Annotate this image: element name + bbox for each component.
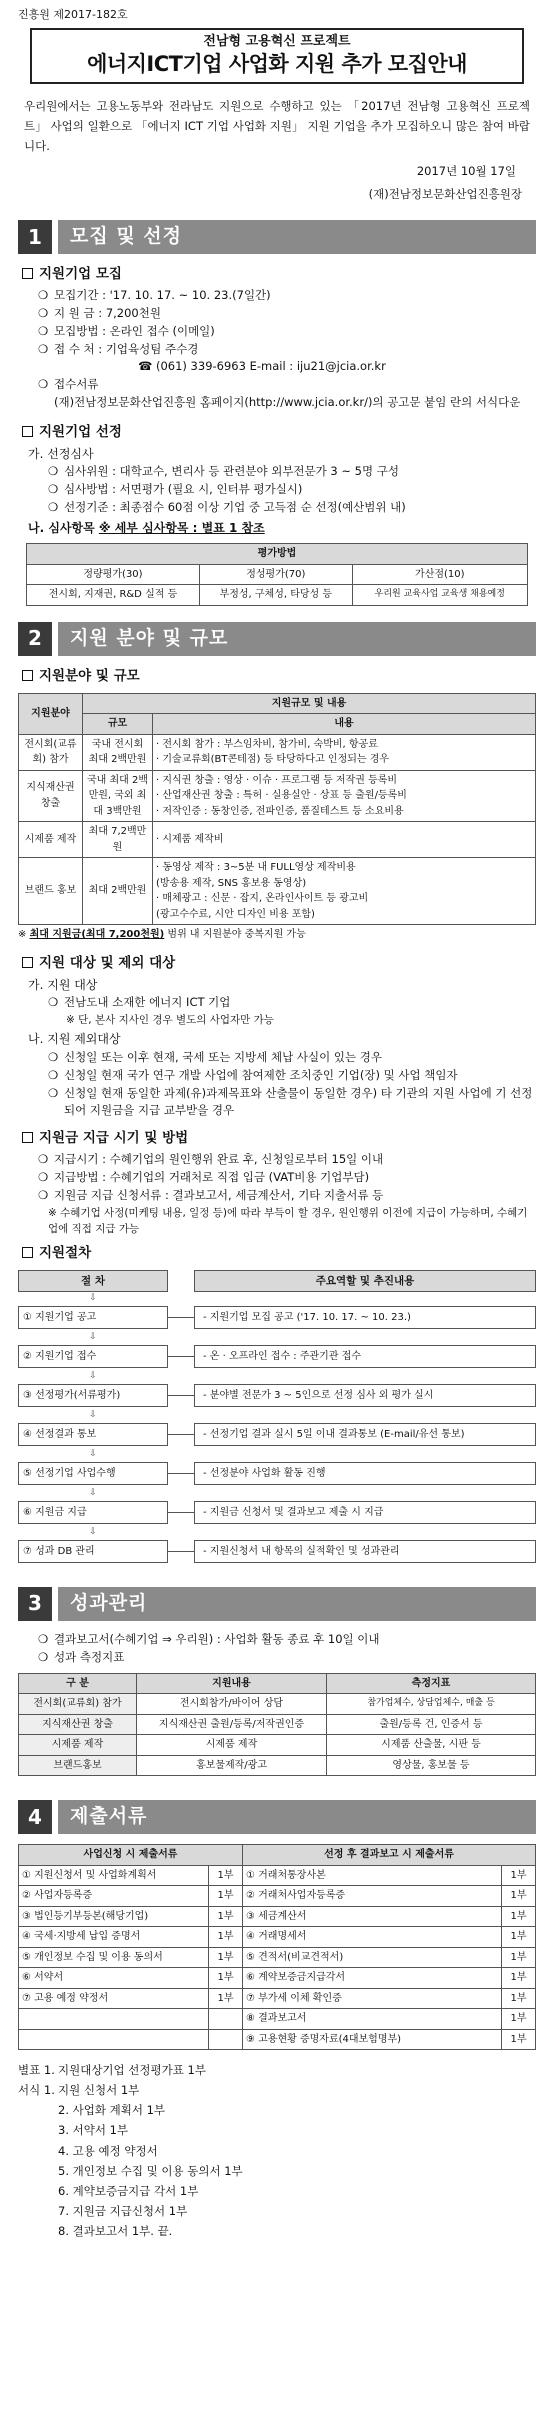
- docs-qty: [209, 2009, 243, 2030]
- target-ga: 가. 지원 대상: [28, 977, 98, 992]
- attach-item: 4. 고용 예정 약정서: [58, 2143, 158, 2158]
- section-number: 3: [18, 1587, 52, 1621]
- eval-table-title: 평가방법: [27, 544, 528, 565]
- field-table-note: ※ 최대 지원금(최대 7,200천원) 범위 내 지원분야 중복지원 가능: [18, 929, 306, 941]
- field-content: · 전시회 참가 : 부스임차비, 참가비, 숙박비, 항공료 · 기술교류회(BT콘테점) 등 타당하다고 인정되는 경우: [153, 734, 536, 770]
- flow-row: [18, 1304, 536, 1331]
- exclude-item: ❍ 신청일 또는 이후 현재, 국세 또는 지방세 체납 사실이 있는 경우: [48, 1049, 382, 1064]
- flow-desc: - 선정분야 사업화 활동 진행: [194, 1462, 536, 1485]
- field-sub-scale: 규모: [83, 714, 153, 735]
- exclude-item: ❍ 신청일 현재 동일한 과제(유)과제목표와 산출물이 동일한 경우) 타 기관의 지원 사업에 기 선정되어 지원금을 지급 교부받을 경우: [48, 1085, 533, 1118]
- eval-table: [26, 543, 528, 606]
- attach-item: 2. 사업화 계획서 1부: [58, 2103, 166, 2118]
- target-item: ❍ 전남도내 소재한 에너지 ICT 기업: [48, 995, 231, 1010]
- eval-col: 정량평가(30): [27, 564, 200, 585]
- select-method: ❍ 심사방법 : 서면평가 (필요 시, 인터뷰 평가실시): [48, 482, 303, 497]
- attach-item: 8. 결과보고서 1부. 끝.: [58, 2224, 173, 2239]
- docs-qty: 1부: [209, 1927, 243, 1948]
- docs-qty: 1부: [209, 1988, 243, 2009]
- flow-step: ⑥ 지원금 지급: [18, 1501, 168, 1524]
- flow-row: [18, 1538, 536, 1565]
- docs-cell: ⑧ 결과보고서: [243, 2009, 502, 2030]
- flow-step: ① 지원기업 공고: [18, 1306, 168, 1329]
- flow-header: [18, 1270, 536, 1292]
- docs-qty: 1부: [502, 1947, 536, 1968]
- flow-row: [18, 1382, 536, 1409]
- checkbox-square-icon: [22, 670, 33, 681]
- exclude-na: 나. 지원 제외대상: [28, 1032, 121, 1047]
- eval-val: 우리원 교육사업 교육생 채용예정: [352, 585, 527, 606]
- recruit-contact: ☎ (061) 339-6963 E-mail : iju21@jcia.or.kr: [138, 359, 386, 374]
- section-number: 2: [18, 622, 52, 656]
- flow-arrow: ⇩: [89, 1409, 97, 1420]
- title-main: 에너지ICT기업 사업화 지원 추가 모집안내: [87, 51, 467, 76]
- metrics-cell: 시제품 제작: [19, 1735, 137, 1756]
- target-note: ※ 단, 본사 지사인 경우 별도의 사업자만 가능: [66, 1014, 274, 1027]
- field-name: 전시회(교류회) 참가: [19, 734, 83, 770]
- section-number: 1: [18, 220, 52, 254]
- eval-table-wrap: [26, 543, 528, 606]
- docs-qty: 1부: [502, 2009, 536, 2030]
- field-name: 시제품 제작: [19, 822, 83, 858]
- metrics-cell: 참가업체수, 상담업체수, 매출 등: [327, 1694, 536, 1715]
- metrics-cell: 홍보물제작/광고: [137, 1755, 327, 1776]
- flow-arrow: ⇩: [89, 1331, 97, 1342]
- docs-cell: ⑤ 개인정보 수집 및 이용 동의서: [19, 1947, 209, 1968]
- section-title: 제출서류: [58, 1800, 536, 1834]
- docs-table-wrap: [18, 1844, 536, 2050]
- docs-cell: ② 거래처사업자등록증: [243, 1886, 502, 1907]
- metrics-cell: 지식재산권 창출: [19, 1714, 137, 1735]
- field-content: · 지식권 창출 : 영상 · 이슈 · 프로그램 등 저작권 등록비 · 산업재산권 창출 : 특허 · 실용실안 · 상표 등 출원/등록비 · 저작인증 : 동창인증, 전파인증, 품질테스트 등 소요비용: [153, 770, 536, 822]
- docs-cell: [19, 2029, 209, 2050]
- attach-item: 5. 개인정보 수집 및 이용 동의서 1부: [58, 2163, 243, 2178]
- docs-qty: 1부: [502, 1988, 536, 2009]
- flow-step: ⑦ 성과 DB 관리: [18, 1540, 168, 1563]
- notice-text: (재)전남정보문화산업진흥원 홈페이지(http://www.jcia.or.kr/)의 공고문 붙임 란의 서식다운: [54, 394, 521, 409]
- metrics-col: 측정지표: [327, 1673, 536, 1694]
- eval-col: 정성평가(70): [200, 564, 353, 585]
- title-box: [30, 28, 524, 84]
- flow-desc: - 지원금 신청서 및 결과보고 제출 시 지급: [194, 1501, 536, 1524]
- section-3-header: [18, 1587, 536, 1621]
- flow-row: [18, 1421, 536, 1448]
- docs-qty: 1부: [502, 1865, 536, 1886]
- section-title: 모집 및 선정: [58, 220, 536, 254]
- docs-cell: ③ 법인등기부등본(해당기업): [19, 1906, 209, 1927]
- intro-paragraph: 우리원에서는 고용노동부와 전라남도 지원으로 수행하고 있는 「2017년 전남형 고용혁신 프로젝트」 사업의 일환으로 「에너지 ICT 기업 사업화 지원」 지원 기업을 추가 모집하오니 많은 참여 바랍니다.: [24, 99, 530, 154]
- recruit-period: ❍ 모집기간 : '17. 10. 17. ~ 10. 23.(7일간): [38, 288, 271, 303]
- section-title: 성과관리: [58, 1587, 536, 1621]
- flow-arrow: ⇩: [89, 1370, 97, 1381]
- checkbox-square-icon: [22, 1247, 33, 1258]
- recruit-desk: ❍ 접 수 처 : 기업육성팀 주수경: [38, 341, 199, 356]
- flow-row: [18, 1460, 536, 1487]
- flow-desc: - 온 · 오프라인 접수 : 주관기관 접수: [194, 1345, 536, 1368]
- attach-item: 3. 서약서 1부: [58, 2123, 129, 2138]
- target-heading: 지원 대상 및 제외 대상: [22, 953, 536, 974]
- payment-heading: 지원금 지급 시기 및 방법: [22, 1128, 536, 1149]
- metrics-cell: 시제품 제작: [137, 1735, 327, 1756]
- flow-step: ⑤ 선정기업 사업수행: [18, 1462, 168, 1485]
- field-head-left: 지원분야: [19, 693, 83, 734]
- flow-header-desc: 주요역할 및 추진내용: [194, 1270, 536, 1292]
- exclude-item: ❍ 신청일 현재 국가 연구 개발 사업에 참여제한 조치중인 기업(장) 및 사업 책임자: [48, 1067, 458, 1082]
- flow-step: ④ 선정결과 통보: [18, 1423, 168, 1446]
- field-scale: 국내 최대 2백만원, 국외 최대 3백만원: [83, 770, 153, 822]
- attach-label: 별표 1.: [18, 2063, 55, 2078]
- field-head-right: 지원규모 및 내용: [83, 693, 536, 714]
- metrics-col: 지원내용: [137, 1673, 327, 1694]
- select-heading: 지원기업 선정: [22, 422, 536, 443]
- flow-step: ② 지원기업 접수: [18, 1345, 168, 1368]
- field-name: 지식재산권 창출: [19, 770, 83, 822]
- docs-head-right: 선정 후 결과보고 시 제출서류: [243, 1845, 536, 1866]
- payment-item: ❍ 지급방법 : 수혜기업의 거래처로 직접 입금 (VAT비용 기업부담): [38, 1169, 370, 1184]
- recruit-budget: ❍ 지 원 금 : 7,200천원: [38, 305, 161, 320]
- attach-item: 지원 신청서 1부: [58, 2083, 140, 2098]
- procedure-heading: 지원절차: [22, 1243, 536, 1264]
- metrics-cell: 브랜드홍보: [19, 1755, 137, 1776]
- attach-item: 7. 지원금 지급신청서 1부: [58, 2203, 188, 2218]
- docs-qty: [209, 2029, 243, 2050]
- docs-cell: ② 사업자등록증: [19, 1886, 209, 1907]
- eval-col: 가산점(10): [352, 564, 527, 585]
- attach-item: 지원대상기업 선정평가표 1부: [58, 2063, 206, 2078]
- section-title: 지원 분야 및 규모: [58, 622, 536, 656]
- eval-val: 전시회, 지재권, R&D 실적 등: [27, 585, 200, 606]
- flow-arrow: ⇩: [89, 1292, 97, 1303]
- eval-val: 부정성, 구체성, 타당성 등: [200, 585, 353, 606]
- section-4-header: [18, 1800, 536, 1834]
- select-reviewers: ❍ 심사위원 : 대학교수, 변리사 등 관련분야 외부전문가 3 ~ 5명 구성: [48, 464, 399, 479]
- field-name: 브랜드 홍보: [19, 858, 83, 925]
- checkbox-square-icon: [22, 1132, 33, 1143]
- flow-desc: - 지원신청서 내 항목의 실적확인 및 성과관리: [194, 1540, 536, 1563]
- docs-table: [18, 1844, 536, 2050]
- field-scale: 최대 2백만원: [83, 858, 153, 925]
- docs-qty: 1부: [209, 1906, 243, 1927]
- docs-cell: [19, 2009, 209, 2030]
- docs-qty: 1부: [502, 1968, 536, 1989]
- metrics-cell: 출원/등록 건, 인증서 등: [327, 1714, 536, 1735]
- flow-step: ③ 선정평가(서류평가): [18, 1384, 168, 1407]
- checkbox-square-icon: [22, 426, 33, 437]
- field-table: [18, 693, 536, 926]
- payment-item: ❍ 지급시기 : 수혜기업의 원인행위 완료 후, 신청일로부터 15일 이내: [38, 1152, 384, 1167]
- docs-qty: 1부: [502, 1906, 536, 1927]
- attach-label: 서식 1.: [18, 2083, 55, 2098]
- section-2-header: [18, 622, 536, 656]
- select-criteria: ❍ 선정기준 : 최종점수 60점 이상 기업 중 고득점 순 선정(예산범위 내): [48, 499, 406, 514]
- docs-qty: 1부: [209, 1947, 243, 1968]
- procedure-flow: [18, 1270, 536, 1565]
- metrics-table: [18, 1673, 536, 1777]
- select-ga: 가. 선정심사: [28, 446, 94, 461]
- field-content: · 동영상 제작 : 3~5분 내 FULL영상 제작비용 (방송용 제작, SNS 홍보용 동영상) · 매체광고 : 신문 · 잡지, 온라인사이트 등 광고비 (광고수수료, 시안 디자인 비용 포함): [153, 858, 536, 925]
- checkbox-square-icon: [22, 268, 33, 279]
- flow-row: [18, 1499, 536, 1526]
- result-report: ❍ 결과보고서(수혜기업 ⇒ 우리원) : 사업화 활동 종료 후 10일 이내: [38, 1631, 380, 1646]
- flow-desc: - 분야별 전문가 3 ~ 5인으로 선정 심사 외 평가 실시: [194, 1384, 536, 1407]
- flow-header-step: 절 차: [18, 1270, 168, 1292]
- docs-cell: ④ 국세·지방세 납입 증명서: [19, 1927, 209, 1948]
- field-scale: 최대 7,2백만원: [83, 822, 153, 858]
- docs-cell: ⑥ 계약보증금지급각서: [243, 1968, 502, 1989]
- field-sub-content: 내용: [153, 714, 536, 735]
- docs-qty: 1부: [502, 1927, 536, 1948]
- metrics-table-wrap: [18, 1673, 536, 1777]
- payment-item: ❍ 지원금 지급 신청서류 : 결과보고서, 세금계산서, 기타 지출서류 등: [38, 1187, 384, 1202]
- recruit-heading: 지원기업 모집: [22, 264, 536, 285]
- notice-label: ❍ 접수서류: [38, 377, 99, 392]
- metrics-cell: 전시회참가/바이어 상담: [137, 1694, 327, 1715]
- metrics-col: 구 분: [19, 1673, 137, 1694]
- flow-arrow: ⇩: [89, 1526, 97, 1537]
- docs-qty: 1부: [502, 2029, 536, 2050]
- docs-cell: ① 거래처통장사본: [243, 1865, 502, 1886]
- title-sub: 전남형 고용혁신 프로젝트: [203, 34, 351, 49]
- docs-cell: ⑤ 견적서(비교견적서): [243, 1947, 502, 1968]
- docs-qty: 1부: [209, 1968, 243, 1989]
- payment-note: ※ 수혜기업 사정(미케팅 내용, 일정 등)에 따라 부득이 할 경우, 원인행위 이전에 지급이 가능하며, 수혜기업에 직접 지급 가능: [48, 1206, 528, 1235]
- issuer-org: (재)전남정보문화산업진흥원장: [368, 187, 522, 202]
- docs-qty: 1부: [209, 1886, 243, 1907]
- docs-qty: 1부: [209, 1865, 243, 1886]
- attach-row: [18, 2080, 536, 2100]
- flow-desc: - 선정기업 결과 실시 5일 이내 결과통보 (E-mail/유선 통보): [194, 1423, 536, 1446]
- metrics-cell: 지식재산권 출원/등록/저작권인증: [137, 1714, 327, 1735]
- docs-cell: ⑦ 고용 예정 약정서: [19, 1988, 209, 2009]
- attachments: [18, 2060, 536, 2241]
- flow-arrow: ⇩: [89, 1448, 97, 1459]
- field-table-wrap: [18, 693, 536, 943]
- docs-cell: ③ 세금계산서: [243, 1906, 502, 1927]
- metrics-cell: 시제품 산출물, 시판 등: [327, 1735, 536, 1756]
- document-number: 진흥원 제2017-182호: [18, 8, 128, 21]
- docs-cell: ⑦ 부가세 이체 확인증: [243, 1988, 502, 2009]
- field-scale: 국내 전시회 최대 2백만원: [83, 734, 153, 770]
- docs-cell: ⑨ 고용현황 증명자료(4대보험명부): [243, 2029, 502, 2050]
- flow-arrow: ⇩: [89, 1487, 97, 1498]
- field-content: · 시제품 제작비: [153, 822, 536, 858]
- flow-row: [18, 1343, 536, 1370]
- attach-row: [18, 2060, 536, 2080]
- result-metrics: ❍ 성과 측정지표: [38, 1649, 125, 1664]
- section-1-header: [18, 220, 536, 254]
- docs-cell: ⑥ 서약서: [19, 1968, 209, 1989]
- metrics-cell: 전시회(교류회) 참가: [19, 1694, 137, 1715]
- metrics-cell: 영상물, 홍보물 등: [327, 1755, 536, 1776]
- docs-head-left: 사업신청 시 제출서류: [19, 1845, 243, 1866]
- docs-cell: ④ 거래명세서: [243, 1927, 502, 1948]
- docs-qty: 1부: [502, 1886, 536, 1907]
- issue-date: 2017년 10월 17일: [416, 163, 516, 178]
- checkbox-square-icon: [22, 957, 33, 968]
- field-heading: 지원분야 및 규모: [22, 666, 536, 687]
- attach-item: 6. 계약보증금지급 각서 1부: [58, 2183, 199, 2198]
- section-number: 4: [18, 1800, 52, 1834]
- docs-cell: ① 지원신청서 및 사업화계획서: [19, 1865, 209, 1886]
- flow-desc: - 지원기업 모집 공고 ('17. 10. 17. ~ 10. 23.): [194, 1306, 536, 1329]
- select-na: 나. 심사항목 ※ 세부 심사항목 : 별표 1 참조: [28, 520, 265, 535]
- recruit-method: ❍ 모집방법 : 온라인 접수 (이메일): [38, 323, 215, 338]
